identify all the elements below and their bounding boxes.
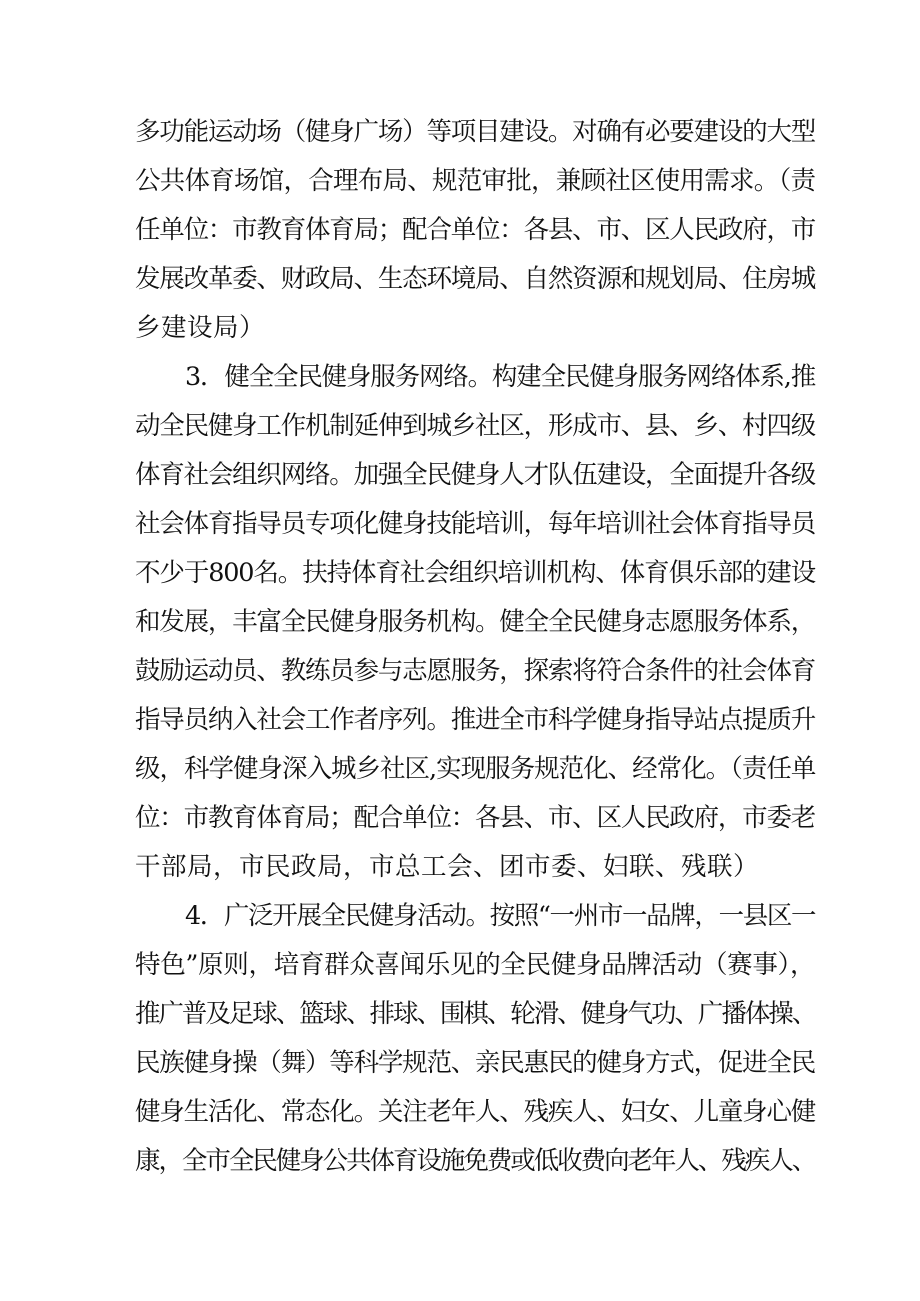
text-line: 指导员纳入社会工作者序列。推进全市科学健身指导站点提质升 bbox=[135, 705, 815, 735]
text-line: 不少于800名。扶持体育社会组织培训机构、体育俱乐部的建设 bbox=[135, 558, 815, 588]
text-line: 鼓励运动员、教练员参与志愿服务，探索将符合条件的社会体育 bbox=[135, 656, 815, 686]
text-line: 动全民健身工作机制延伸到城乡社区，形成市、县、乡、村四级 bbox=[135, 411, 815, 441]
paragraph-4-first-line: 4．广泛开展全民健身活动。按照“一州市一品牌，一县区一 bbox=[185, 901, 815, 931]
text-line: 级，科学健身深入城乡社区,实现服务规范化、经常化。（责任单 bbox=[135, 754, 816, 784]
text-line: 位：市教育体育局；配合单位：各县、市、区人民政府，市委老 bbox=[135, 803, 815, 833]
text-line: 社会体育指导员专项化健身技能培训，每年培训社会体育指导员 bbox=[135, 509, 815, 539]
text-line: 健身生活化、常态化。关注老年人、残疾人、妇女、儿童身心健 bbox=[135, 1097, 815, 1127]
text-line: 推广普及足球、篮球、排球、围棋、轮滑、健身气功、广播体操、 bbox=[135, 999, 815, 1029]
text-line: 公共体育场馆，合理布局、规范审批，兼顾社区使用需求。（责 bbox=[135, 166, 816, 196]
text-line: 康，全市全民健身公共体育设施免费或低收费向老年人、残疾人、 bbox=[135, 1146, 815, 1176]
text-line: 体育社会组织网络。加强全民健身人才队伍建设，全面提升各级 bbox=[135, 460, 815, 490]
text-line: 民族健身操（舞）等科学规范、亲民惠民的健身方式，促进全民 bbox=[135, 1048, 815, 1078]
text-line: 多功能运动场（健身广场）等项目建设。对确有必要建设的大型 bbox=[135, 117, 815, 147]
text-line: 乡建设局） bbox=[135, 313, 266, 343]
text-line: 任单位：市教育体育局；配合单位：各县、市、区人民政府，市 bbox=[135, 215, 815, 245]
text-line: 发展改革委、财政局、生态环境局、自然资源和规划局、住房城 bbox=[135, 264, 815, 294]
text-line: 特色”原则，培育群众喜闻乐见的全民健身品牌活动（赛事）， bbox=[135, 950, 815, 980]
text-line: 干部局，市民政局，市总工会、团市委、妇联、残联） bbox=[135, 852, 760, 882]
paragraph-3-first-line: 3．健全全民健身服务网络。构建全民健身服务网络体系,推 bbox=[185, 362, 815, 392]
text-line: 和发展，丰富全民健身服务机构。健全全民健身志愿服务体系， bbox=[135, 607, 815, 637]
